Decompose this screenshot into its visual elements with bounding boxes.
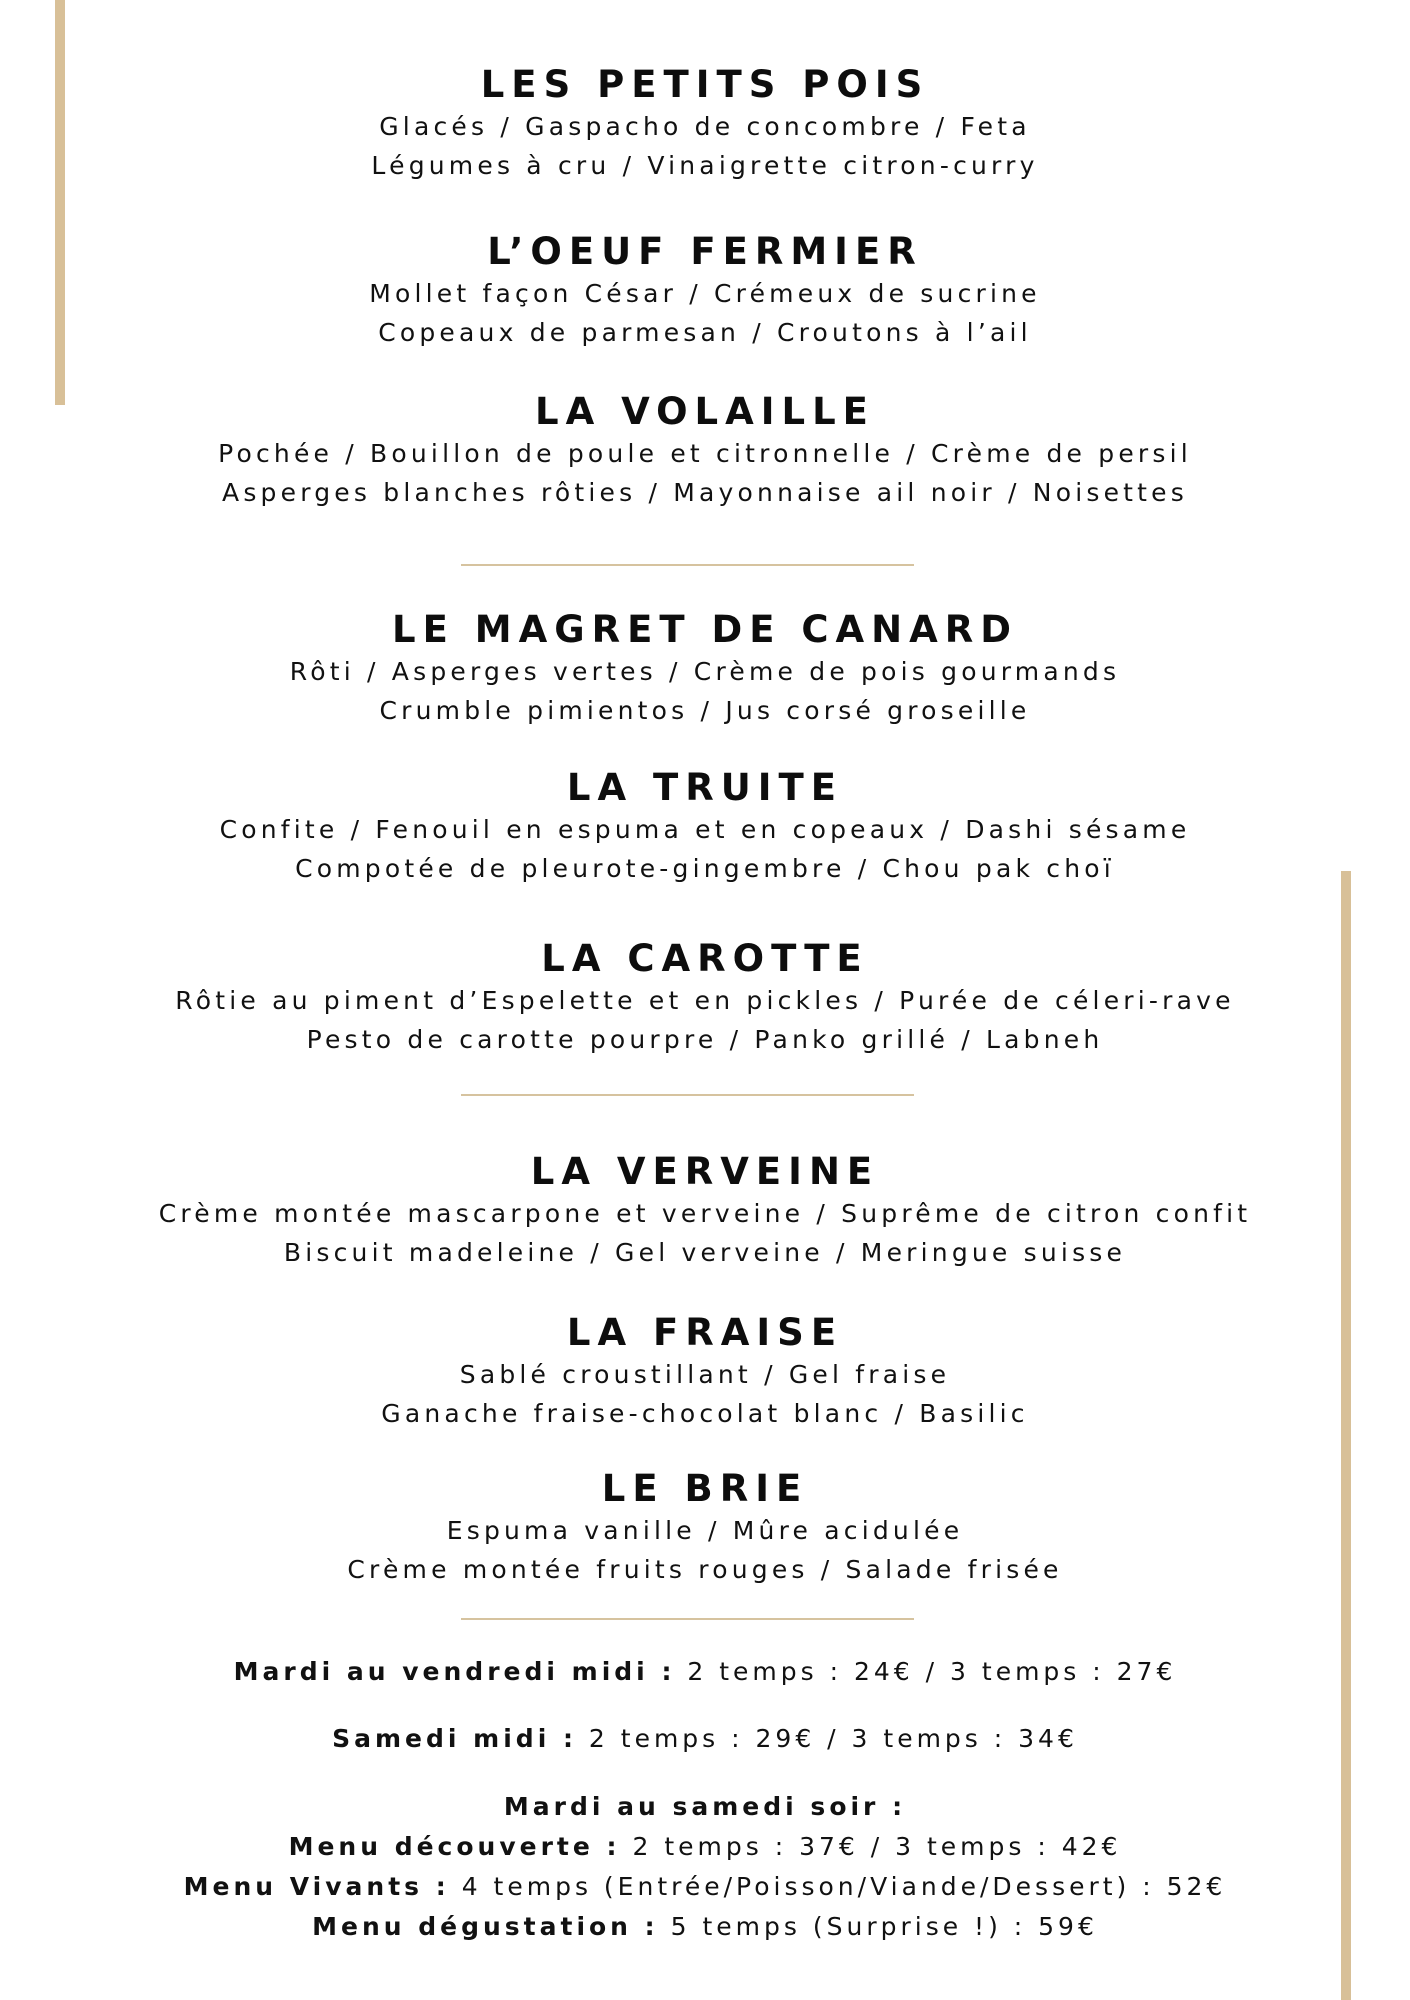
dish-description: Crumble pimientos / Jus corsé groseille xyxy=(379,696,1031,725)
price-value: 5 temps (Surprise !) : 59€ xyxy=(658,1912,1098,1941)
dish-carotte xyxy=(0,937,1410,1059)
price-label: Menu Vivants : xyxy=(183,1872,450,1901)
dish-description: Rôtie au piment d’Espelette et en pickles / Purée de céleri-rave xyxy=(175,986,1235,1015)
dish-description: Asperges blanches rôties / Mayonnaise ail noir / Noisettes xyxy=(222,478,1188,507)
dish-title: LA VERVEINE xyxy=(530,1150,880,1193)
section-divider xyxy=(461,1618,914,1620)
dish-description: Sablé croustillant / Gel fraise xyxy=(459,1360,951,1389)
dish-description: Rôti / Asperges vertes / Crème de pois gourmands xyxy=(289,657,1121,686)
dish-description: Glacés / Gaspacho de concombre / Feta xyxy=(379,112,1031,141)
dish-title: LA TRUITE xyxy=(566,766,844,809)
dish-title: L’OEUF FERMIER xyxy=(487,230,923,273)
price-value: 2 temps : 29€ / 3 temps : 34€ xyxy=(576,1724,1078,1753)
dish-description: Biscuit madeleine / Gel verveine / Meringue suisse xyxy=(283,1238,1127,1267)
dish-title: LE MAGRET DE CANARD xyxy=(392,608,1018,651)
dish-description: Crème montée fruits rouges / Salade frisée xyxy=(347,1555,1063,1584)
price-menu-vivants xyxy=(0,1867,1410,1907)
dish-description: Mollet façon César / Crémeux de sucrine xyxy=(369,279,1041,308)
dish-truite xyxy=(0,766,1410,888)
price-menu-degustation xyxy=(0,1907,1410,1947)
price-value: 2 temps : 24€ / 3 temps : 27€ xyxy=(675,1657,1177,1686)
dish-description: Espuma vanille / Mûre acidulée xyxy=(446,1516,964,1545)
price-menu-decouverte xyxy=(0,1827,1410,1867)
dish-description: Pesto de carotte pourpre / Panko grillé / Labneh xyxy=(306,1025,1104,1054)
dish-title: LE BRIE xyxy=(601,1467,809,1510)
price-weekday-lunch xyxy=(0,1652,1410,1692)
dish-title: LA VOLAILLE xyxy=(535,390,875,433)
price-label: Mardi au vendredi midi : xyxy=(233,1657,676,1686)
section-divider xyxy=(461,1094,914,1096)
dish-title: LA CAROTTE xyxy=(541,937,869,980)
price-label: Menu dégustation : xyxy=(312,1912,659,1941)
dish-title: LA FRAISE xyxy=(566,1311,844,1354)
dish-magret-canard xyxy=(0,608,1410,730)
price-value: 2 temps : 37€ / 3 temps : 42€ xyxy=(620,1832,1122,1861)
dish-volaille xyxy=(0,390,1410,512)
dish-description: Légumes à cru / Vinaigrette citron-curry xyxy=(371,151,1039,180)
dish-description: Ganache fraise-chocolat blanc / Basilic xyxy=(381,1399,1029,1428)
price-label: Mardi au samedi soir : xyxy=(503,1792,907,1821)
price-label: Menu découverte : xyxy=(288,1832,621,1861)
dish-fraise xyxy=(0,1311,1410,1433)
price-value: 4 temps (Entrée/Poisson/Viande/Dessert) : 52€ xyxy=(449,1872,1227,1901)
dish-description: Compotée de pleurote-gingembre / Chou pak choï xyxy=(295,854,1115,883)
dish-brie xyxy=(0,1467,1410,1589)
price-label: Samedi midi : xyxy=(332,1724,577,1753)
dish-description: Confite / Fenouil en espuma et en copeaux / Dashi sésame xyxy=(219,815,1191,844)
dish-title: LES PETITS POIS xyxy=(480,63,930,106)
dish-verveine xyxy=(0,1150,1410,1272)
price-evening-heading xyxy=(0,1787,1410,1827)
price-saturday-lunch xyxy=(0,1719,1410,1759)
section-divider xyxy=(461,564,914,566)
dish-description: Crème montée mascarpone et verveine / Suprême de citron confit xyxy=(158,1199,1252,1228)
dish-petits-pois xyxy=(0,63,1410,185)
dish-description: Copeaux de parmesan / Croutons à l’ail xyxy=(378,318,1032,347)
dish-oeuf-fermier xyxy=(0,230,1410,352)
dish-description: Pochée / Bouillon de poule et citronnelle / Crème de persil xyxy=(218,439,1192,468)
